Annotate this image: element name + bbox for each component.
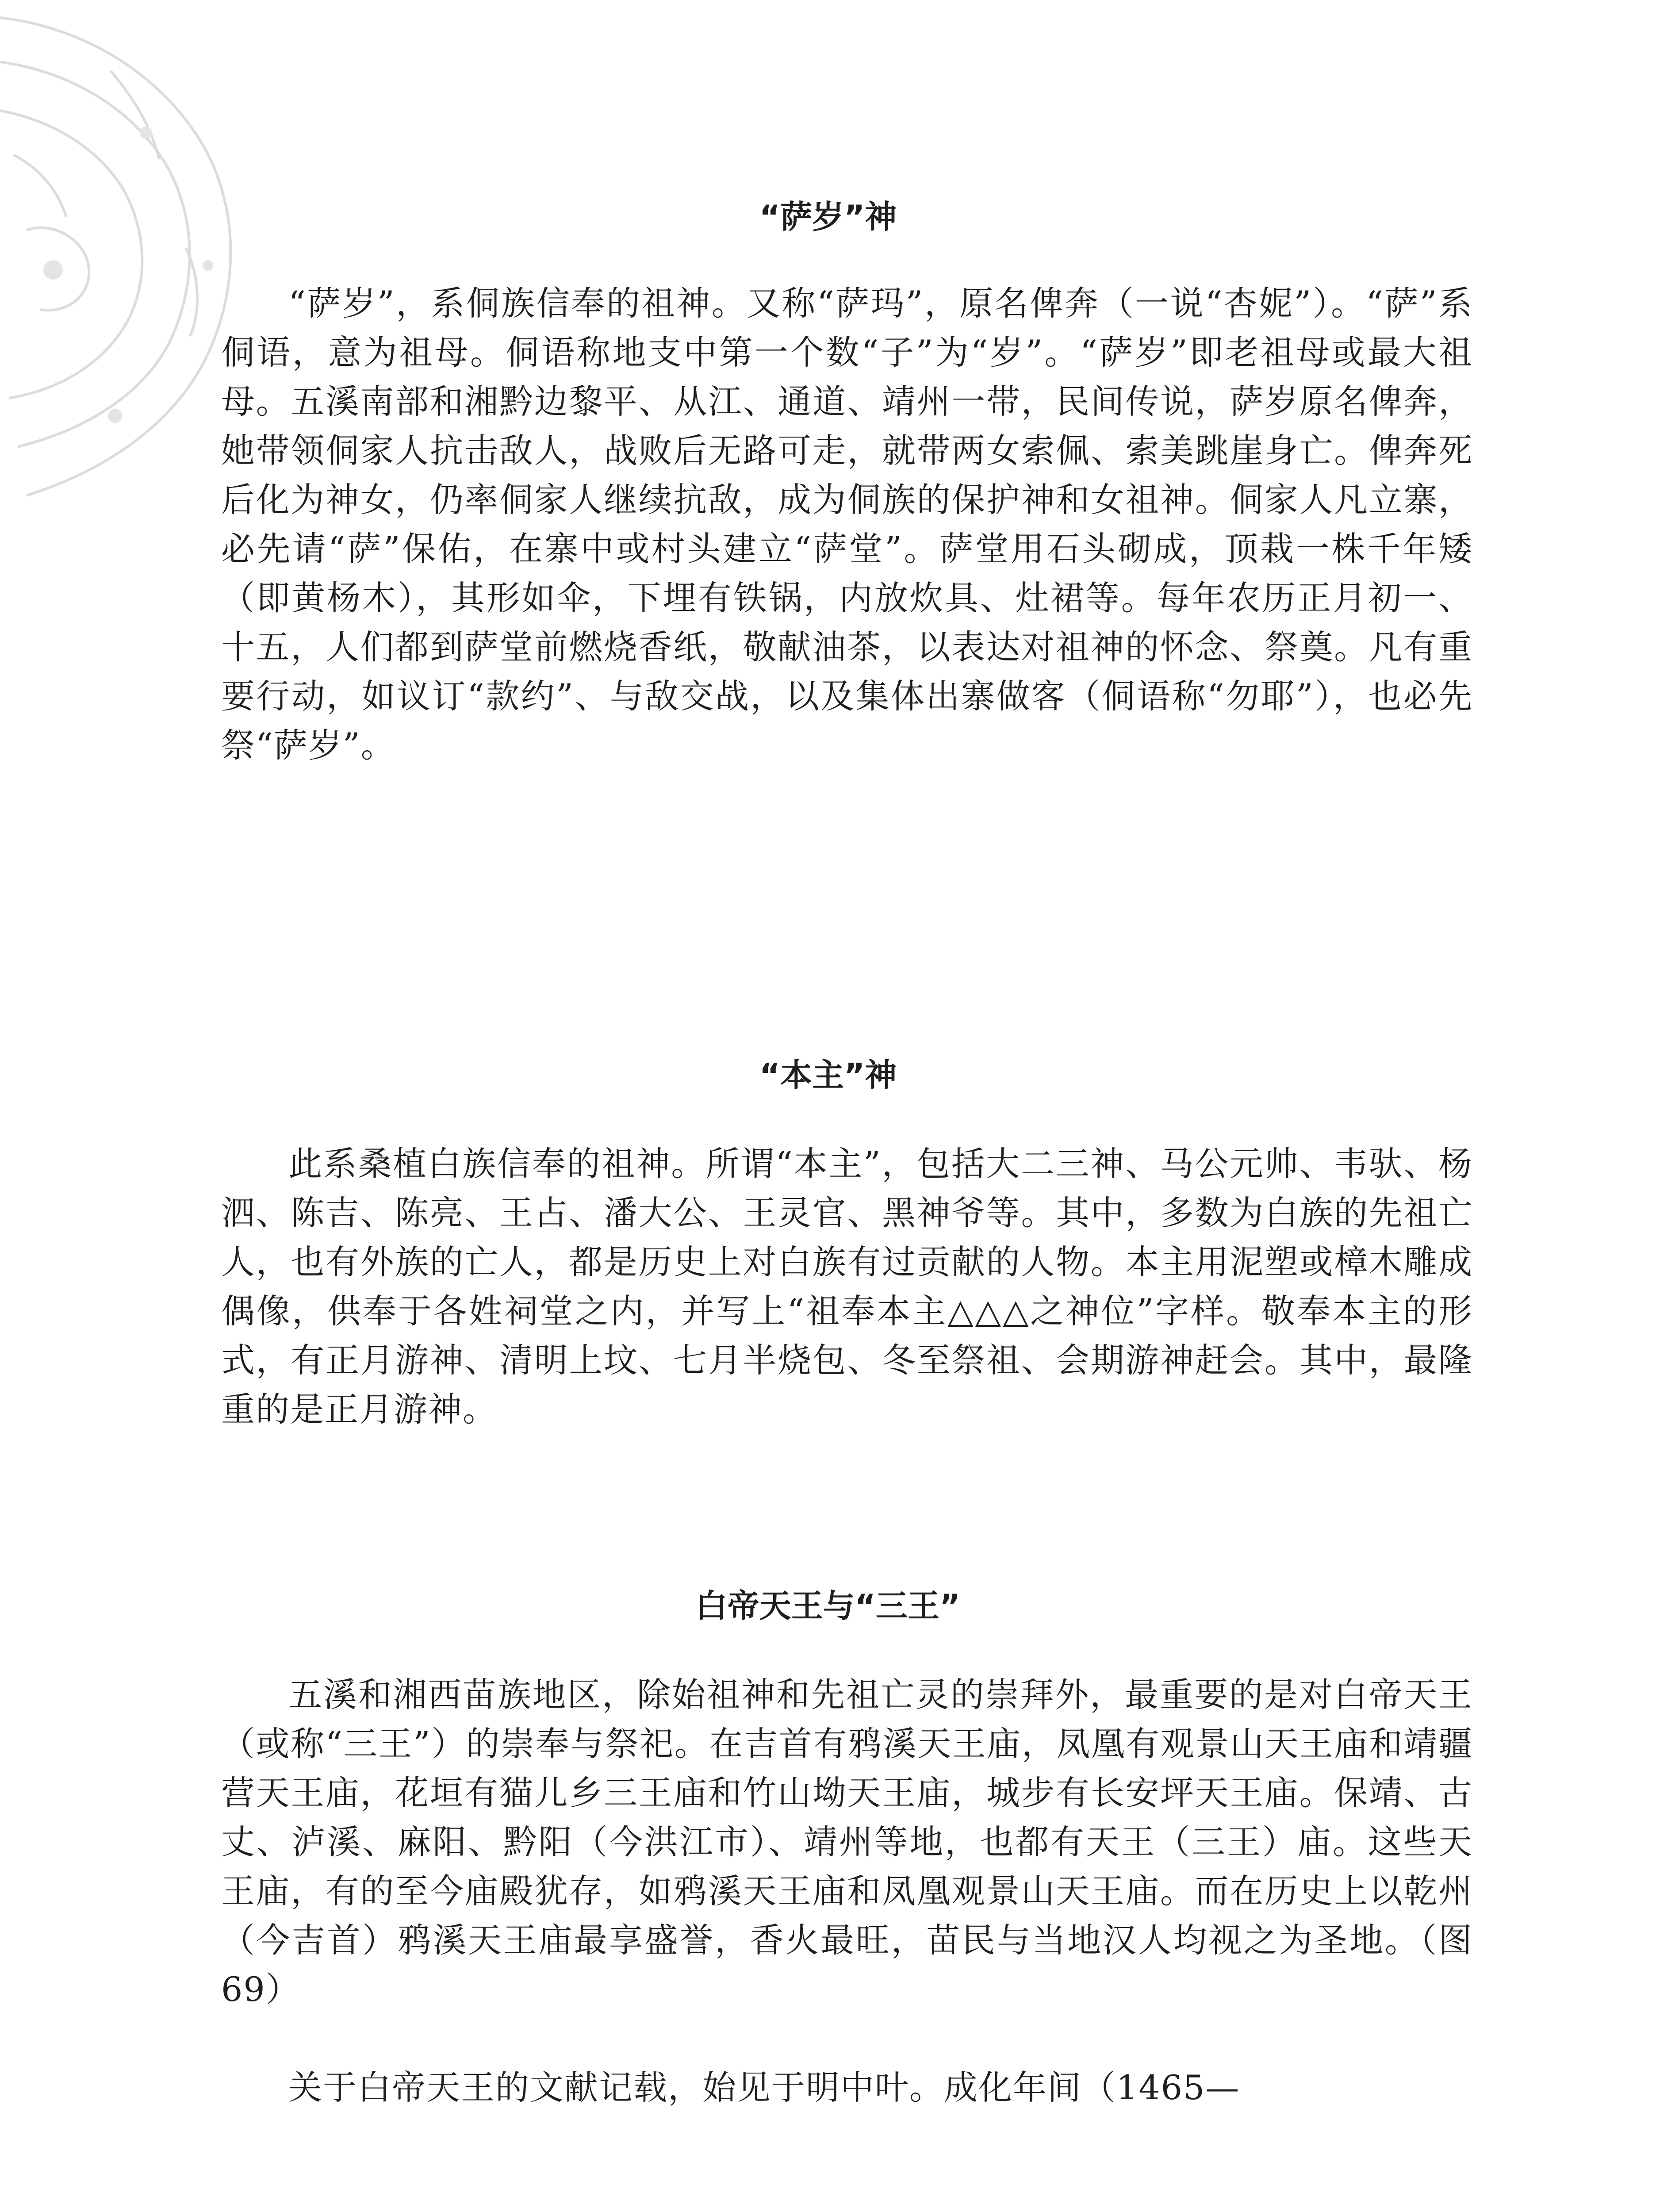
- paragraph-sasui: “萨岁”，系侗族信奉的祖神。又称“萨玛”，原名俾奔（一说“杏妮”）。“萨”系侗语，意为祖母。侗语称地支中第一个数“子”为“岁”。“萨岁”即老祖母或最大祖母。五溪南部和湘黔边黎平、从江、通道、靖州一带，民间传说，萨岁原名俾奔，她带领侗家人抗击敌人，战败后无路可走，就带两女索佩、索美跳崖身亡。俾奔死后化为神女，仍率侗家人继续抗敌，成为侗族的保护神和女祖神。侗家人凡立寨，必先请“萨”保佑，在寨中或村头建立“萨堂”。萨堂用石头砌成，顶栽一株千年矮（即黄杨木），其形如伞，下埋有铁锅，内放炊具、灶裙等。每年农历正月初一、十五，人们都到萨堂前燃烧香纸，敬献油茶，以表达对祖神的怀念、祭奠。凡有重要行动，如议订“款约”、与敌交战，以及集体出寨做客（侗语称“勿耶”），也必先祭“萨岁”。: [221, 284, 1473, 765]
- section-heading-sasui: “萨岁”神: [759, 198, 897, 235]
- paragraph-benzhu: 此系桑植白族信奉的祖神。所谓“本主”，包括大二三神、马公元帅、韦驮、杨泗、陈吉、陈亮、王占、潘大公、王灵官、黑神爷等。其中，多数为白族的先祖亡人，也有外族的亡人，都是历史上对白族有过贡献的人物。本主用泥塑或樟木雕成偶像，供奉于各姓祠堂之内，并写上“祖奉本主△△△之神位”字样。敬奉本主的形式，有正月游神、清明上坟、七月半烧包、冬至祭祖、会期游神赶会。其中，最隆重的是正月游神。: [221, 1144, 1473, 1429]
- section-heading-baidi-tianwang: 白帝天王与“三王”: [695, 1587, 961, 1624]
- paragraph-baidi-tianwang: 五溪和湘西苗族地区，除始祖神和先祖亡灵的崇拜外，最重要的是对白帝天王（或称“三王”）的崇奉与祭祀。在吉首有鸦溪天王庙，凤凰有观景山天王庙和靖疆营天王庙，花垣有猫儿乡三王庙和竹山坳天王庙，城步有长安坪天王庙。保靖、古丈、泸溪、麻阳、黔阳（今洪江市）、靖州等地，也都有天王（三王）庙。这些天王庙，有的至今庙殿犹存，如鸦溪天王庙和凤凰观景山天王庙。而在历史上以乾州（今吉首）鸦溪天王庙最享盛誉，香火最旺，苗民与当地汉人均视之为圣地。（图 69）: [221, 1675, 1473, 2009]
- decorative-ornament: [0, 0, 248, 531]
- section-heading-benzhu: “本主”神: [759, 1056, 897, 1094]
- paragraph-baidi-records: 关于白帝天王的文献记载，始见于明中叶。成化年间（1465—: [288, 2068, 1240, 2107]
